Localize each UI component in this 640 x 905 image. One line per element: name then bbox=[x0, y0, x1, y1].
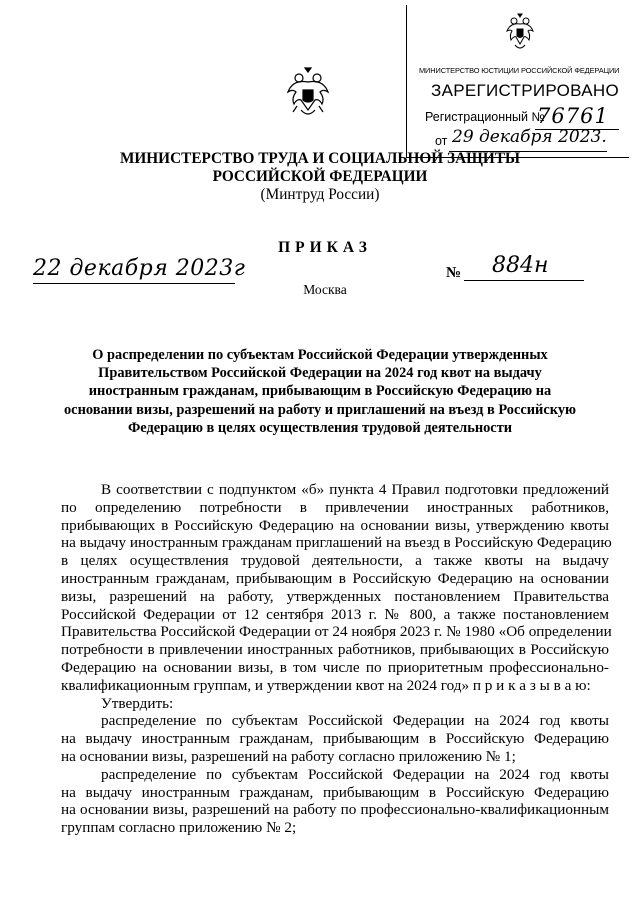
stamp-registered-label: ЗАРЕГИСТРИРОВАНО bbox=[431, 81, 619, 100]
ministry-name-line1: МИНИСТЕРСТВО ТРУДА И СОЦИАЛЬНОЙ ЗАЩИТЫ bbox=[119, 150, 521, 167]
title-line: Правительством Российской Федерации на 2024 год квот на выдачу bbox=[98, 365, 542, 382]
body-line: по определению потребности в привлечении иностранных работников, bbox=[61, 498, 609, 516]
stamp-reg-number: 76761 bbox=[537, 104, 609, 128]
body-line: Российской Федерации от 12 сентября 2013 г. № 800, а также постановлением bbox=[61, 605, 609, 623]
title-line: основании визы, разрешений на работу и приглашений на въезд в Российскую bbox=[63, 401, 577, 418]
body-line: визы, разрешений на работу, утвержденных постановлением Правительства bbox=[61, 587, 609, 605]
body-line: распределение по субъектам Российской Федерации на 2024 год квоты bbox=[101, 712, 609, 730]
title-line: О распределении по субъектам Российской Федерации утвержденных bbox=[92, 347, 548, 363]
document-body bbox=[61, 481, 612, 837]
coat-of-arms-emblem bbox=[285, 66, 331, 122]
body-line: Федерацию на основании визы, в том числе по приоритетным профессионально- bbox=[61, 658, 609, 676]
body-line: иностранным гражданам, прибывающим в Российскую Федерацию на основании bbox=[61, 569, 609, 587]
title-line: Федерацию в целях осуществления трудовой деятельности bbox=[127, 419, 513, 436]
city: Москва bbox=[303, 282, 347, 297]
registration-stamp bbox=[406, 5, 629, 158]
body-line: на основании визы, разрешений на работу согласно приложению № 1; bbox=[61, 747, 516, 765]
ministry-name-line2: РОССИЙСКОЙ ФЕДЕРАЦИИ bbox=[212, 168, 428, 185]
document-type: ПРИКАЗ bbox=[278, 239, 372, 256]
stamp-reg-label: Регистрационный № bbox=[425, 110, 545, 124]
stamp-ministry-name: МИНИСТЕРСТВО ЮСТИЦИИ РОССИЙСКОЙ ФЕДЕРАЦИИ bbox=[419, 66, 620, 75]
body-line: в целях осуществления трудовой деятельности, а также квоты на выдачу bbox=[61, 552, 609, 570]
stamp-date-handwritten: 29 декабря 2023. bbox=[452, 127, 607, 147]
document-number: 884н bbox=[492, 253, 549, 278]
body-line: на основании визы, разрешений на работу по профессионально-квалификационным bbox=[61, 801, 609, 819]
title-line: иностранным гражданам, прибывающим в Российскую Федерацию на bbox=[88, 383, 552, 400]
signing-date: 22 декабря 2023г bbox=[33, 256, 246, 281]
body-line: на выдачу иностранным гражданам приглашений на въезд в Российскую Федерацию bbox=[61, 534, 612, 552]
ministry-short-name: (Минтруд России) bbox=[260, 186, 380, 203]
body-line: В соответствии с подпунктом «б» пункта 4 Правил подготовки предложений bbox=[101, 481, 609, 498]
document-title bbox=[55, 346, 585, 437]
number-sign: № bbox=[446, 265, 462, 281]
body-line: Утвердить: bbox=[101, 694, 174, 712]
body-line: прибывающих в Российскую Федерацию на основании визы, утверждению квоты bbox=[61, 516, 609, 534]
stamp-emblem-icon bbox=[505, 13, 535, 53]
body-line: на выдачу иностранным гражданам, прибывающим в Российскую Федерацию bbox=[61, 730, 609, 748]
body-line: группам согласно приложению № 2; bbox=[61, 819, 297, 837]
body-line: потребности в привлечении иностранных работников, прибывающих в Российскую bbox=[61, 641, 609, 659]
body-line: распределение по субъектам Российской Федерации на 2024 год квоты bbox=[101, 765, 609, 783]
stamp-date-prefix: от bbox=[435, 134, 448, 148]
body-line: квалификационным группам, и утверждении квот на 2024 год» п р и к а з ы в а ю: bbox=[61, 676, 591, 694]
body-line: на выдачу иностранным гражданам, прибывающим в Российскую Федерацию bbox=[61, 783, 609, 801]
body-line: Правительства Российской Федерации от 24 ноября 2023 г. № 1980 «Об определении bbox=[61, 623, 612, 641]
document-number-underline bbox=[464, 280, 584, 281]
